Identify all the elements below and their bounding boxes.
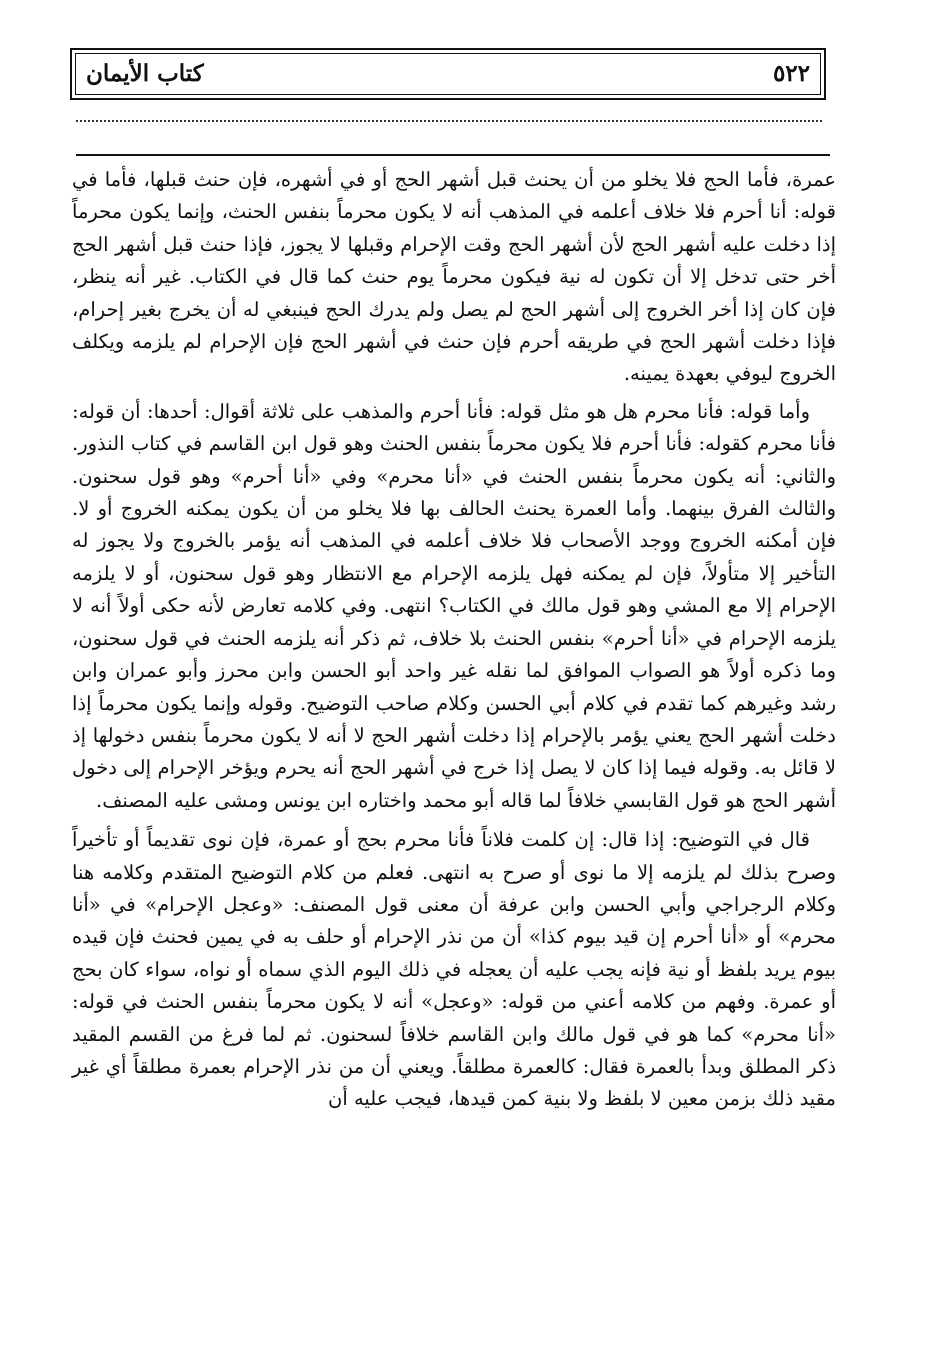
paragraph-3: قال في التوضيح: إذا قال: إن كلمت فلاناً فأنا محرم بحج أو عمرة، فإن نوى تقديماً أو تأخيراً وصرح بذلك لم يلزمه إلا ما نوى أو صرح به انتهى. فعلم من كلام التوضيح المتقدم وكلامه هنا وكلام الرجراجي وأبي الحسن وابن عرفة أن معنى قول المصنف: «وعجل الإحرام» في «أنا محرم» أو «أنا أحرم إن قيد بيوم كذا» أن من نذر الإحرام أو حلف به في يمين فحنث فإن قيده بيوم يريد بلفظ أو نية فإنه يجب عليه أن يعجله في ذلك اليوم الذي سماه أو نواه، سواء كان بحج أو عمرة. وفهم من كلامه أعني من قوله: «وعجل» أنه لا يكون محرماً بنفس الحنث في قوله: «أنا محرم» كما هو في قول مالك وابن القاسم خلافاً لسحنون. ثم لما فرغ من القسم المقيد ذكر المطلق وبدأ بالعمرة فقال: كالعمرة مطلقاً. ويعني أن من نذر الإحرام بعمرة مطلقاً أي غير مقيد ذلك بزمن معين لا بلفظ ولا بنية كمن قيدها، فيجب عليه أن (72, 828, 836, 1111)
paragraph-2: وأما قوله: فأنا محرم هل هو مثل قوله: فأنا أحرم والمذهب على ثلاثة أقوال: أحدها: أن قوله: فأنا محرم كقوله: فأنا أحرم فلا يكون محرماً بنفس الحنث وهو قول ابن القاسم في كتاب النذور. والثاني: أنه يكون محرماً بنفس الحنث في «أنا محرم» وفي «أنا أحرم» وهو قول سحنون. والثالث الفرق بينهما. وأما العمرة يحنث الحالف بها فلا يخلو من أن يكون يمكنه الخروج أو لا. فإن أمكنه الخروج ووجد الأصحاب فلا خلاف أعلمه في المذهب أنه يؤمر بالخروج ولا يجوز له التأخير إلا متأولاً، فإن لم يمكنه فهل يلزمه الإحرام مع الانتظار وهو قول سحنون، أو لا يلزمه الإحرام إلا مع المشي وهو قول مالك في الكتاب؟ انتهى. وفي كلامه تعارض لأنه حكى أولاً أنه لا يلزمه الإحرام في «أنا أحرم» بنفس الحنث بلا خلاف، ثم ذكر أنه يلزمه الحنث في قول سحنون، وما ذكره أولاً هو الصواب الموافق لما نقله غير واحد أبو الحسن وابن محرز وأبو عمران وابن رشد وغيرهم كما تقدم في كلام أبي الحسن وكلام صاحب التوضيح. وقوله وإنما يكون محرماً إذا دخلت أشهر الحج يعني يؤمر بالإحرام إذا دخلت أشهر الحج لا أنه لا يكون محرماً بنفس دخولها إذ لا قائل به. وقوله فيما إذا كان لا يصل إذا خرج في أشهر الحج أنه يحرم ويؤخر الإحرام إلى دخول أشهر الحج هو قول القابسي خلافاً لما قاله أبو محمد واختاره ابن يونس ومشى عليه المصنف. (72, 399, 836, 812)
paragraph-1: عمرة، فأما الحج فلا يخلو من أن يحنث قبل أشهر الحج أو في أشهره، فإن حنث قبلها، فأما في قوله: أنا أحرم فلا خلاف أعلمه في المذهب أنه لا يكون محرماً بنفس الحنث، وإنما يكون محرماً إذا دخلت عليه أشهر الحج لأن أشهر الحج وقت الإحرام وقبلها لا يجوز، فإذا حنث قبل أشهر الحج أخر حتى تدخل إلا أن تكون له نية فيكون محرماً يوم حنث كما قال في الكتاب. غير أنه ينظر، فإن كان إذا أخر الخروج إلى أشهر الحج لم يصل ولم يدرك الحج فينبغي له أن يخرج بغير إحرام، فإذا دخلت أشهر الحج في طريقه أحرم فإن حنث في أشهر الحج فإن الإحرام لم يلزمه ويكلف الخروج ليوفي بعهدة يمينه. (72, 168, 836, 386)
page-number: ٥٢٢ (772, 60, 810, 87)
book-title: كتاب الأيمان (86, 60, 204, 87)
running-header (70, 48, 826, 100)
body-text (72, 164, 836, 1116)
footnote-separator-rule (76, 154, 830, 156)
dotted-divider (76, 120, 822, 122)
